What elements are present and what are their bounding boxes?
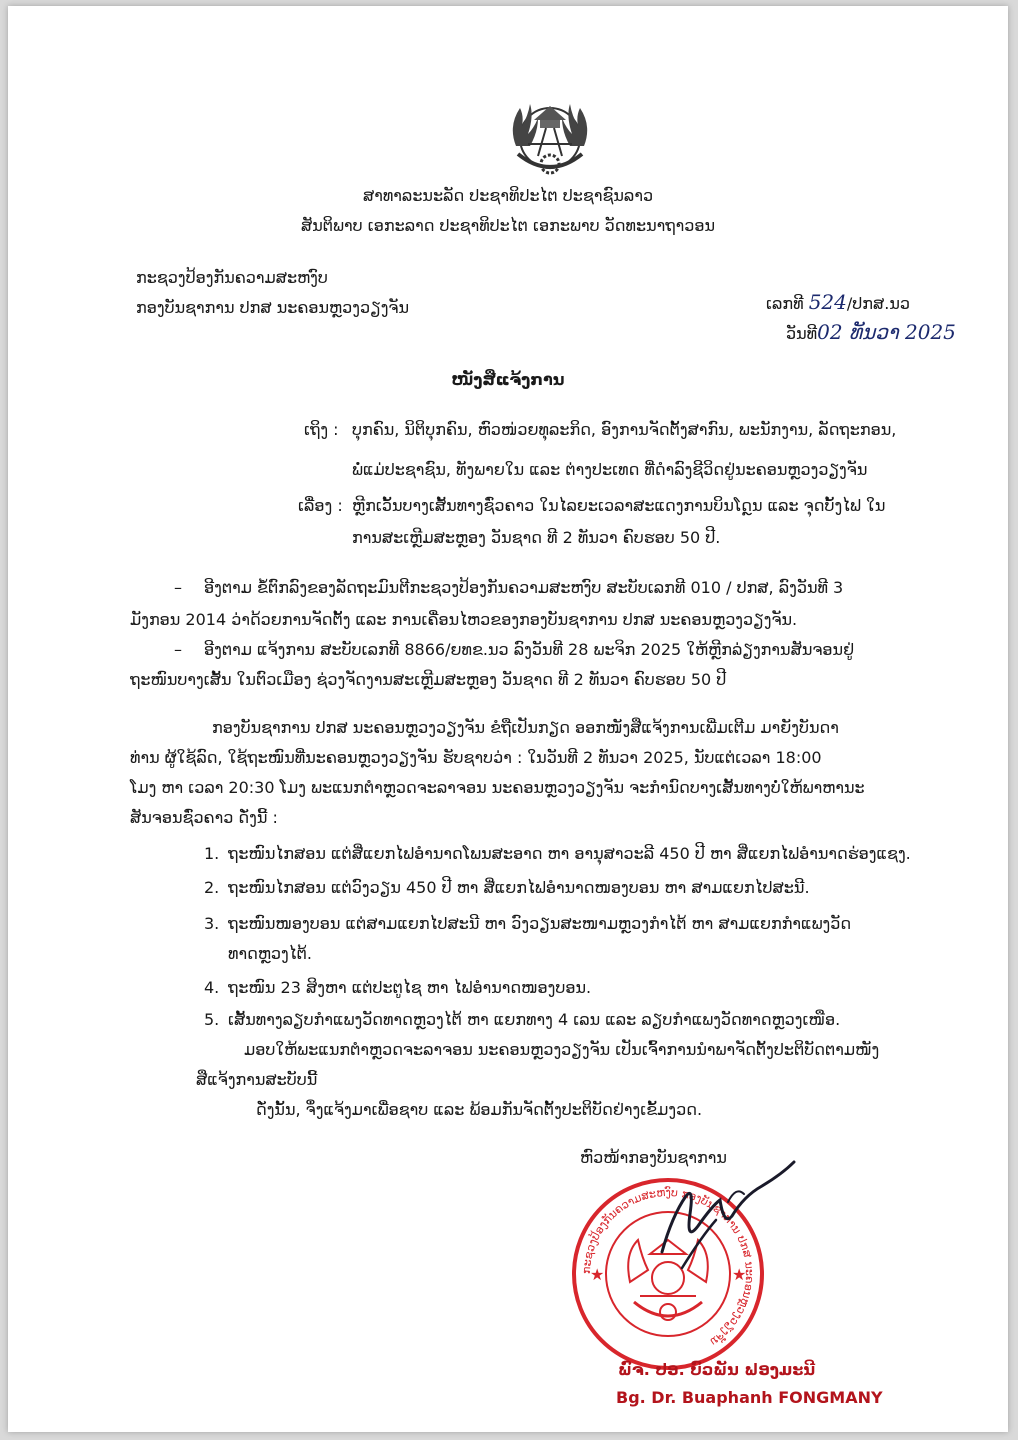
list-item: ຖະໜົນໜອງບອນ ແຕ່ສາມແຍກໄປສະນີ ຫາ ວົງວຽນສະໜາມຫຼວງກໍາໄຕ້ ຫາ ສາມແຍກກຳແພງວັດ: [228, 914, 852, 933]
document-title: ໜັງສືແຈ້ງການ: [451, 370, 565, 389]
to-line-2: ພໍ່ແມ່ປະຊາຊົນ, ທັງພາຍໃນ ແລະ ຕ່າງປະເທດ ທີ່ດຳລົງຊີວິດຢູ່ນະຄອນຫຼວງວຽງຈັນ: [352, 460, 868, 479]
list-item: ຖະໜົນ 23 ສິງຫາ ແຕ່ປະຕູໄຊ ຫາ ໄຟອຳນາດໜອງບອນ.: [228, 978, 592, 997]
basis-item-line: ອີງຕາມ ແຈ້ງການ ສະບັບເລກທີ 8866/ຍທຂ.ນວ ລົງວັນທີ 28 ພະຈິກ 2025 ໃຫ້ຫຼີກລ່ຽງການສັນຈອນຢູ່: [204, 640, 855, 659]
closing-line: ດັ່ງນັ້ນ, ຈຶ່ງແຈ້ງມາເພື່ອຊາບ ແລະ ພ້ອມກັນຈັດຕັ້ງປະຕິບັດຢ່າງເຂັ້ມງວດ.: [256, 1100, 703, 1119]
list-item: ຖະໜົນໄກສອນ ແຕ່ວົງວຽນ 450 ປີ ຫາ ສີ່ແຍກໄຟອຳນາດໜອງບອນ ຫາ ສາມແຍກໄປສະນີ.: [228, 878, 810, 897]
body-line: ສັນຈອນຊົ່ວຄາວ ດັ່ງນີ້ :: [130, 808, 278, 827]
list-item-number: 4.: [204, 978, 220, 997]
list-item-number: 3.: [204, 914, 220, 933]
basis-dash: –: [174, 578, 182, 597]
country-line: ສາທາລະນະລັດ ປະຊາທິປະໄຕ ປະຊາຊົນລາວ: [362, 186, 654, 205]
signatory-title: ຫົວໜ້າກອງບັນຊາການ: [580, 1148, 727, 1167]
reference-suffix: /ປກສ.ນວ: [846, 294, 910, 313]
list-item-number: 2.: [204, 878, 220, 897]
subject-line-2: ການສະເຫຼີມສະຫຼອງ ວັນຊາດ ທີ 2 ທັນວາ ຄົບຮອບ 50 ປີ.: [352, 528, 721, 547]
list-item-continued: ທາດຫຼວງໄຕ້.: [228, 944, 312, 963]
document-page: [8, 6, 1008, 1432]
subject-label: ເລື່ອງ :: [298, 496, 343, 515]
subject-line-1: ຫຼີກເວັ້ນບາງເສັ້ນທາງຊົ່ວຄາວ ໃນໄລຍະເວລາສະແດງການບິນໂດຼນ ແລະ ຈຸດບັ້ງໄຟ ໃນ: [352, 496, 886, 515]
list-item: ຖະໜົນໄກສອນ ແຕ່ສີ່ແຍກໄຟອຳນາດໂພນສະອາດ ຫາ ອານຸສາວະລີ 450 ປີ ຫາ ສີ່ແຍກໄຟອຳນາດຮ່ອງແຊງ.: [228, 844, 911, 863]
assignment-line: ມອບໃຫ້ພະແນກຕຳຫຼວດຈະລາຈອນ ນະຄອນຫຼວງວຽງຈັນ ເປັນເຈົ້າການນຳພາຈັດຕັ້ງປະຕິບັດຕາມໜັງ: [244, 1040, 880, 1059]
basis-item-line: ມັງກອນ 2014 ວ່າດ້ວຍການຈັດຕັ້ງ ແລະ ການເຄື່ອນໄຫວຂອງກອງບັນຊາການ ປກສ ນະຄອນຫຼວງວຽງຈັນ.: [130, 610, 798, 629]
signatory-name-lao: ພົຈ. ປອ. ບົວພັນ ຟອງມະນີ: [618, 1360, 816, 1379]
basis-item-line: ອີງຕາມ ຂໍ້ຕົກລົງຂອງລັດຖະມົນຕີກະຊວງປ້ອງກັນຄວາມສະຫງົບ ສະບັບເລກທີ 010 / ປກສ, ລົງວັນທີ 3: [204, 578, 844, 597]
basis-item-line: ຖະໜົນບາງເສັ້ນ ໃນຕົວເມືອງ ຊ່ວງຈັດງານສະເຫຼີມສະຫຼອງ ວັນຊາດ ທີ 2 ທັນວາ ຄົບຮອບ 50 ປີ: [130, 670, 727, 689]
body-line: ໂມງ ຫາ ເວລາ 20:30 ໂມງ ພະແນກຕຳຫຼວດຈະລາຈອນ ນະຄອນຫຼວງວຽງຈັນ ຈະກຳນົດບາງເສັ້ນທາງບໍ່ໃຫ້ພາຫານະ: [130, 778, 865, 797]
stamp-star-icon: ★: [590, 1265, 605, 1284]
body-line: ກອງບັນຊາການ ປກສ ນະຄອນຫຼວງວຽງຈັນ ຂໍຖືເປັນກຽດ ອອກໜັງສືແຈ້ງການເພີ່ມເຕີມ ມາຍັງບັນດາ: [212, 718, 839, 737]
reference-number: [766, 292, 910, 314]
assignment-line: ສືແຈ້ງການສະບັບນີ້: [196, 1070, 318, 1089]
to-line-1: ບຸກຄົນ, ນິຕິບຸກຄົນ, ຫົວໜ່ວຍທຸລະກິດ, ອົງການຈັດຕັ້ງສາກົນ, ພະນັກງານ, ລັດຖະກອນ,: [352, 420, 897, 439]
signatory-name-latin: Bg. Dr. Buaphanh FONGMANY: [616, 1388, 883, 1407]
to-label: ເຖິງ :: [304, 420, 339, 439]
motto-line: ສັນຕິພາບ ເອກະລາດ ປະຊາທິປະໄຕ ເອກະພາບ ວັດທະນາຖາວອນ: [300, 216, 715, 235]
stamp-star-icon: ★: [732, 1265, 747, 1284]
date-label: ວັນທີ: [786, 324, 818, 343]
lao-emblem-icon: [494, 86, 606, 186]
body-line: ທ່ານ ຜູ້ໃຊ້ລົດ, ໃຊ້ຖະໜົນທີ່ນະຄອນຫຼວງວຽງຈັນ ຮັບຊາບວ່າ : ໃນວັນທີ 2 ທັນວາ 2025, ນັບແຕ່ເວລາ 18:00: [130, 748, 822, 767]
basis-dash: –: [174, 640, 182, 659]
department-name: ກອງບັນຊາການ ປກສ ນະຄອນຫຼວງວຽງຈັນ: [136, 298, 410, 317]
list-item-number: 5.: [204, 1010, 220, 1029]
handwritten-signature: [632, 1156, 802, 1286]
ministry-name: ກະຊວງປ້ອງກັນຄວາມສະຫງົບ: [136, 268, 328, 287]
date-handwritten: 02 ທັນວາ 2025: [817, 320, 956, 344]
stamp-text: ກະຊວງປ້ອງກັນຄວາມສະຫງົບ ກອງບັນຊາການ ປກສ ນະຄອນຫຼວງວຽງຈັນ: [579, 1185, 757, 1349]
list-item-number: 1.: [204, 844, 220, 863]
reference-number-handwritten: 524: [808, 290, 847, 314]
reference-label: ເລກທີ: [766, 294, 804, 313]
document-date: [786, 322, 956, 344]
list-item: ເສັ້ນທາງລຽບກຳແພງວັດທາດຫຼວງໄຕ້ ຫາ ແຍກທາງ 4 ເລນ ແລະ ລຽບກຳແພງວັດທາດຫຼວງເໜືອ.: [228, 1010, 841, 1029]
